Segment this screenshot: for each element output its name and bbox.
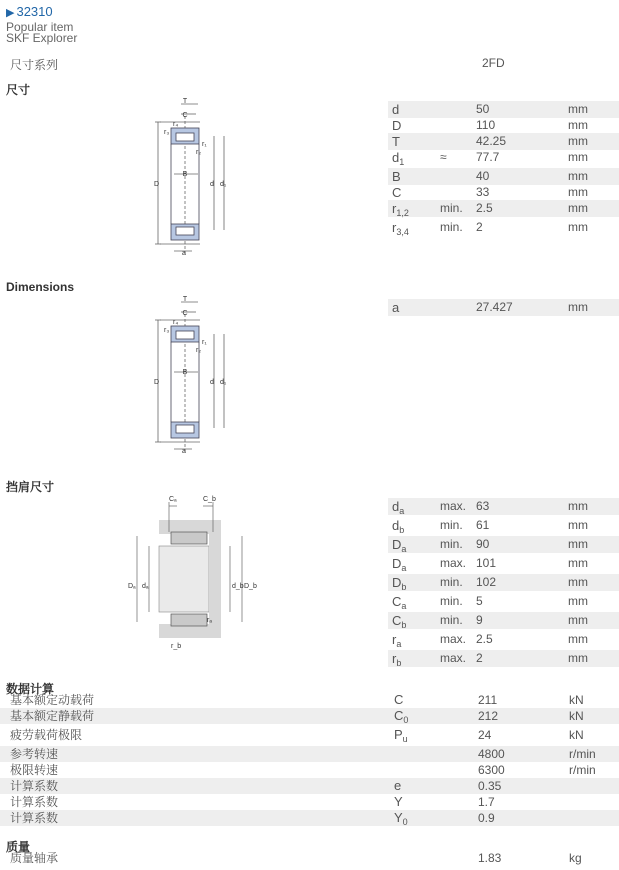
- row-qualifier: min.: [440, 537, 463, 551]
- row-value: 5: [476, 594, 483, 608]
- table-row: [388, 555, 619, 572]
- series-value: 2FD: [482, 56, 505, 70]
- mass-unit: kg: [569, 851, 582, 865]
- row-unit: mm: [568, 185, 588, 199]
- row-value: 77.7: [476, 150, 500, 164]
- row-symbol: [392, 219, 409, 241]
- drawing-label-C: C: [182, 112, 188, 119]
- table-row: [388, 149, 619, 166]
- popular-item-label: Popular item: [6, 20, 74, 34]
- calc-row: [0, 762, 619, 778]
- row-qualifier: ≈: [440, 150, 447, 164]
- row-qualifier: max.: [440, 499, 467, 513]
- section-dimensions-cn: 尺寸: [6, 83, 31, 97]
- symbol-main: D: [392, 575, 402, 590]
- drawing2-label-B: B: [182, 369, 188, 376]
- symbol-main: B: [392, 169, 401, 184]
- calc-row: [0, 794, 619, 810]
- drawing2-label-a: a: [182, 448, 186, 455]
- row-unit: mm: [568, 134, 588, 148]
- mass-row: [0, 850, 619, 866]
- calc-value: 4800: [478, 747, 505, 761]
- table-row: [388, 612, 619, 629]
- drawing-label-r1: r₁: [202, 141, 207, 148]
- row-value: 63: [476, 499, 490, 513]
- row-symbol: [392, 101, 399, 118]
- row-symbol: [392, 133, 400, 150]
- symbol-subscript: u: [402, 734, 408, 744]
- row-value: 40: [476, 169, 490, 183]
- row-value: 27.427: [476, 300, 513, 314]
- drawing-label-T: T: [182, 98, 188, 105]
- abutment-dimension-drawing: [125, 492, 255, 662]
- symbol-subscript: 1: [399, 157, 405, 167]
- play-arrow-icon: ▶: [6, 7, 15, 19]
- calc-row: [0, 778, 619, 794]
- table-row: [388, 517, 619, 534]
- table-row: [388, 219, 619, 236]
- row-unit: mm: [568, 102, 588, 116]
- symbol-subscript: a: [401, 601, 407, 611]
- row-value: 9: [476, 613, 483, 627]
- drawing-label-B: B: [182, 171, 188, 178]
- section-calculation: 数据计算: [6, 682, 55, 696]
- row-value: 101: [476, 556, 497, 570]
- row-value: 102: [476, 575, 497, 589]
- calc-row: [0, 810, 619, 826]
- calc-row: [0, 746, 619, 762]
- symbol-main: C: [392, 594, 402, 609]
- row-qualifier: min.: [440, 613, 463, 627]
- series-label: 尺寸系列: [10, 58, 59, 72]
- row-unit: mm: [568, 169, 588, 183]
- calc-label: 计算系数: [10, 811, 59, 825]
- symbol-main: C: [392, 185, 402, 200]
- row-value: 42.25: [476, 134, 507, 148]
- symbol-main: Y: [394, 810, 403, 825]
- drawing-label-D: D: [154, 181, 160, 188]
- symbol-main: D: [392, 537, 402, 552]
- calc-symbol: [394, 727, 408, 747]
- row-value: 2: [476, 651, 483, 665]
- row-unit: mm: [568, 220, 588, 234]
- row-value: 2.5: [476, 201, 493, 215]
- drawing-label-d: d: [210, 181, 214, 188]
- row-symbol: [392, 650, 401, 672]
- calc-value: 212: [478, 709, 499, 723]
- symbol-main: r: [392, 220, 397, 235]
- row-qualifier: max.: [440, 632, 467, 646]
- calc-row: [0, 692, 619, 708]
- calc-value: 0.35: [478, 779, 502, 793]
- symbol-main: T: [392, 134, 400, 149]
- symbol-main: d: [392, 102, 400, 117]
- row-value: 90: [476, 537, 490, 551]
- drawing2-label-D: D: [154, 379, 160, 386]
- row-qualifier: min.: [440, 518, 463, 532]
- symbol-subscript: a: [401, 563, 407, 573]
- calc-unit: r/min: [569, 763, 596, 777]
- drawing3-label-Db: D_b: [244, 583, 257, 590]
- calc-label: 参考转速: [10, 747, 59, 761]
- row-unit: mm: [568, 556, 588, 570]
- symbol-main: r: [392, 651, 397, 666]
- row-unit: mm: [568, 300, 588, 314]
- calc-value: 211: [478, 693, 498, 707]
- calc-unit: kN: [569, 693, 584, 707]
- calc-value: 0.9: [478, 811, 495, 825]
- row-unit: mm: [568, 537, 588, 551]
- calc-label: 基本额定动载荷: [10, 693, 95, 707]
- row-value: 33: [476, 185, 490, 199]
- drawing2-label-r3: r₃: [164, 327, 170, 334]
- row-unit: mm: [568, 632, 588, 646]
- calc-value: 6300: [478, 763, 505, 777]
- drawing2-label-r4: r₄: [173, 319, 179, 326]
- calc-symbol: [394, 778, 401, 794]
- row-unit: mm: [568, 518, 588, 532]
- drawing-label-r4: r₄: [173, 121, 179, 128]
- symbol-subscript: b: [399, 525, 405, 535]
- symbol-subscript: 0: [402, 817, 408, 827]
- calc-unit: kN: [569, 709, 584, 723]
- table-row: [388, 133, 619, 150]
- row-unit: mm: [568, 651, 588, 665]
- row-unit: mm: [568, 499, 588, 513]
- table-row: [388, 101, 619, 118]
- symbol-main: r: [392, 632, 397, 647]
- symbol-main: Y: [394, 794, 403, 809]
- table-row: [388, 184, 619, 201]
- symbol-subscript: 0: [403, 715, 409, 725]
- calc-label: 计算系数: [10, 779, 59, 793]
- row-qualifier: max.: [440, 556, 467, 570]
- table-row: [388, 631, 619, 648]
- designation-link[interactable]: 32310: [16, 4, 53, 19]
- symbol-subscript: 1,2: [396, 208, 409, 218]
- symbol-main: a: [392, 300, 400, 315]
- calc-symbol: [394, 794, 403, 810]
- drawing3-label-da: dₐ: [142, 583, 149, 590]
- mass-value: 1.83: [478, 851, 502, 865]
- table-row: [388, 299, 619, 316]
- table-row: [388, 168, 619, 185]
- row-unit: mm: [568, 118, 588, 132]
- drawing2-label-T: T: [182, 296, 188, 303]
- row-value: 61: [476, 518, 490, 532]
- table-row: [388, 498, 619, 515]
- symbol-subscript: a: [399, 506, 405, 516]
- drawing2-label-C: C: [182, 310, 188, 317]
- table-row: [388, 200, 619, 217]
- row-symbol: [392, 168, 401, 185]
- calc-symbol: [394, 810, 408, 830]
- product-title: [6, 4, 53, 19]
- symbol-main: d: [392, 499, 400, 514]
- table-row: [388, 650, 619, 667]
- table-row: [388, 574, 619, 591]
- symbol-subscript: 3,4: [396, 227, 409, 237]
- drawing-label-r3: r₃: [164, 129, 170, 136]
- drawing3-label-ra: rₐ: [207, 617, 212, 624]
- symbol-subscript: a: [401, 544, 407, 554]
- section-mass: 质量: [6, 840, 31, 854]
- symbol-main: D: [392, 118, 402, 133]
- drawing2-label-d: d: [210, 379, 214, 386]
- row-value: 2.5: [476, 632, 493, 646]
- row-qualifier: min.: [440, 575, 463, 589]
- calc-label: 基本额定静载荷: [10, 709, 95, 723]
- symbol-main: C: [394, 692, 404, 707]
- symbol-subscript: b: [396, 658, 402, 668]
- mass-label: 质量轴承: [10, 851, 59, 865]
- drawing-label-a: a: [182, 250, 186, 257]
- row-unit: mm: [568, 575, 588, 589]
- row-symbol: [392, 184, 401, 201]
- section-dimensions-en: Dimensions: [6, 280, 75, 294]
- row-value: 2: [476, 220, 483, 234]
- table-row: [388, 117, 619, 134]
- row-unit: mm: [568, 594, 588, 608]
- row-unit: mm: [568, 150, 588, 164]
- calc-label: 疲劳载荷极限: [10, 728, 83, 742]
- calc-value: 1.7: [478, 795, 495, 809]
- row-qualifier: max.: [440, 651, 467, 665]
- row-value: 110: [476, 118, 496, 132]
- calc-unit: kN: [569, 728, 584, 742]
- bearing-dimension-drawing: [140, 96, 250, 261]
- row-qualifier: min.: [440, 220, 463, 234]
- symbol-subscript: b: [401, 620, 407, 630]
- calc-unit: r/min: [569, 747, 596, 761]
- drawing3-label-Cb: C_b: [203, 496, 216, 503]
- row-value: 50: [476, 102, 490, 116]
- symbol-main: d: [392, 518, 400, 533]
- drawing3-label-db: d_b: [232, 583, 244, 590]
- drawing-label-r2: r₂: [196, 149, 202, 156]
- row-unit: mm: [568, 201, 588, 215]
- calc-row: [0, 708, 619, 724]
- bearing-a-dimension-drawing: [140, 294, 250, 459]
- drawing2-label-r1: r₁: [202, 339, 207, 346]
- calc-symbol: [394, 692, 403, 708]
- table-row: [388, 536, 619, 553]
- symbol-main: r: [392, 201, 397, 216]
- calc-label: 计算系数: [10, 795, 59, 809]
- symbol-main: C: [394, 708, 404, 723]
- symbol-subscript: a: [396, 639, 402, 649]
- symbol-subscript: b: [401, 582, 407, 592]
- drawing2-label-r2: r₂: [196, 347, 202, 354]
- calc-row: [0, 727, 619, 743]
- row-qualifier: min.: [440, 201, 463, 215]
- row-qualifier: min.: [440, 594, 463, 608]
- drawing3-label-rb: r_b: [171, 643, 182, 650]
- calc-symbol: [394, 708, 408, 728]
- row-symbol: [392, 117, 401, 134]
- drawing-label-d1: d₁: [220, 181, 227, 188]
- symbol-main: d: [392, 150, 400, 165]
- section-abutment: 挡肩尺寸: [6, 480, 55, 494]
- row-symbol: [392, 299, 399, 316]
- symbol-main: P: [394, 727, 403, 742]
- table-row: [388, 593, 619, 610]
- drawing2-label-d1: d₁: [220, 379, 227, 386]
- drawing3-label-Da: Dₐ: [128, 583, 136, 590]
- drawing3-label-Ca: Cₐ: [169, 496, 177, 503]
- calc-value: 24: [478, 728, 492, 742]
- symbol-main: D: [392, 556, 402, 571]
- symbol-main: C: [392, 613, 402, 628]
- skf-explorer-label: SKF Explorer: [6, 31, 78, 45]
- calc-label: 极限转速: [10, 763, 59, 777]
- symbol-main: e: [394, 778, 402, 793]
- row-unit: mm: [568, 613, 588, 627]
